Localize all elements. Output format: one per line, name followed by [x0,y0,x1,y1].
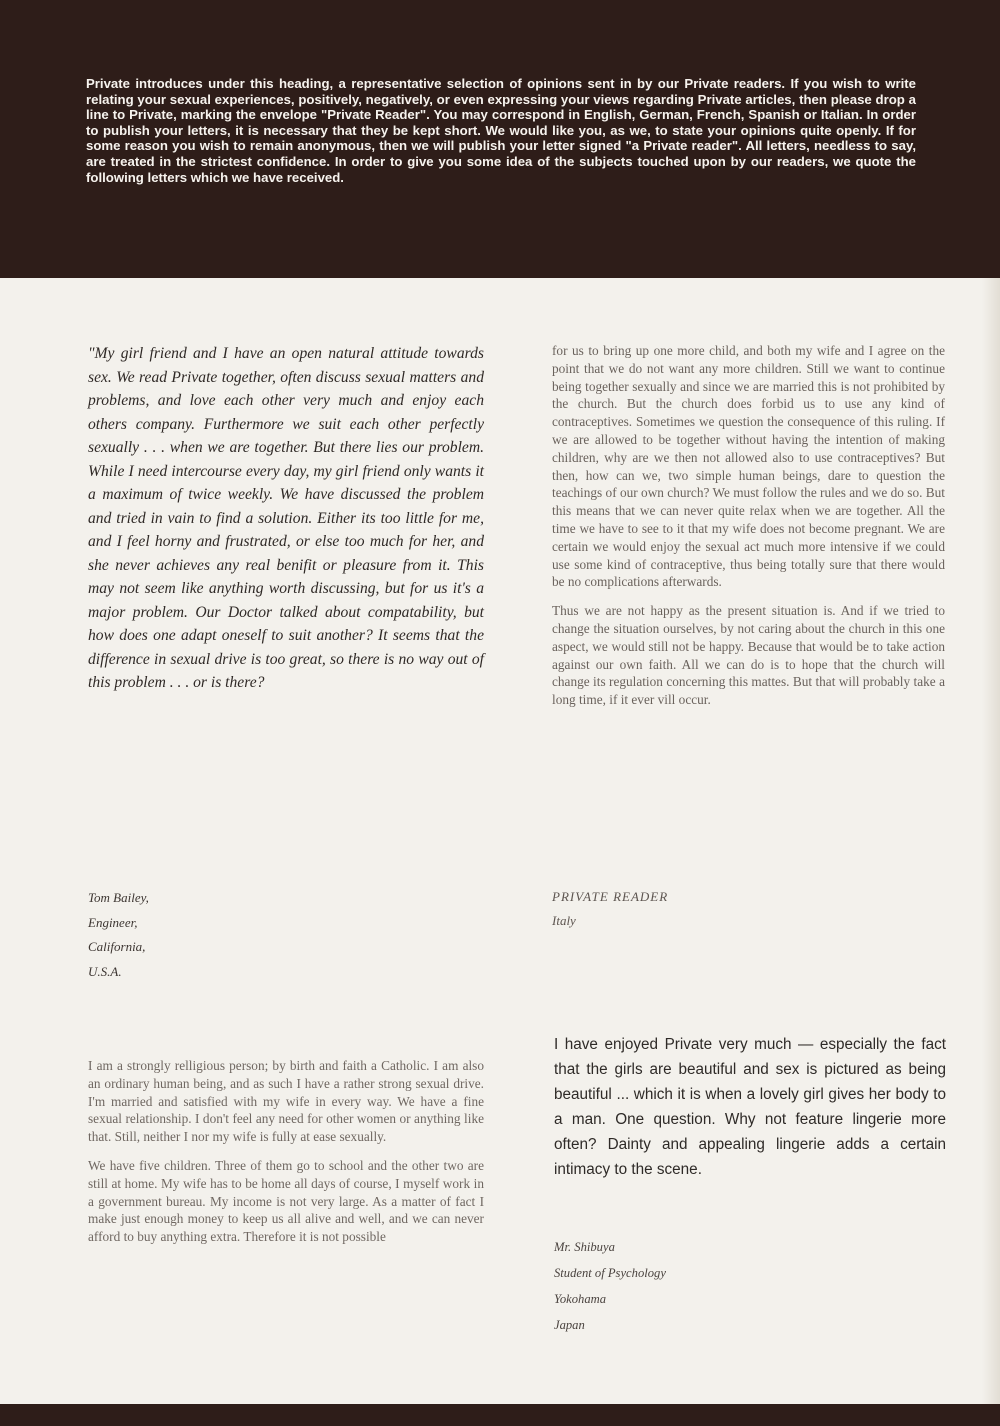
signature-line: Tom Bailey, [88,890,149,905]
letter-paragraph: We have five children. Three of them go to school and the other two are still at home. My wife has to be home all days of course, I myself work in a government bureau. My income is not very large. As a matter of fact I make just enough money to keep us all alive and well, and we can never afford to buy anything extra. Therefore it is not possible [88,1157,484,1245]
signature-private-reader [552,885,802,933]
signature-line: Italy [552,913,576,928]
letter-paragraph: I am a strongly relligious person; by birth and faith a Catholic. I am also an ordinary human being, and as such I have a rather strong sexual drive. I'm married and satisfied with my wife in every way. We have a fine sexual relationship. I don't feel any need for other women or anything like that. Still, neither I nor my wife is fully at ease sexually. [88,1058,484,1145]
letter-catholic-reader [88,1057,484,1246]
letter-paragraph: Thus we are not happy as the present situation is. And if we tried to change the situation ourselves, by not caring about the church in this one aspect, we would still not be happy. Because that would be to take action against our own faith. All we can do is to hope that the church will change its regulation concerning this mattes. But that will probably take a long time, if it ever vill occur. [552,603,945,708]
signature-line: Yokohama [554,1292,607,1306]
signature-line: Mr. Shibuya [554,1240,615,1254]
signature-mr-shibuya [554,1234,804,1338]
signature-line: Student of Psychology [554,1266,666,1280]
signature-line: PRIVATE READER [552,889,669,904]
intro-banner [0,0,1000,278]
letter-mr-shibuya [554,1032,946,1182]
signature-line: U.S.A. [88,963,122,979]
page-edge-shadow [982,278,1000,1404]
signature-line: Engineer, [88,914,138,930]
letter-tom-bailey [88,342,484,695]
letter-paragraph: "My girl friend and I have an open natural attitude towards sex. We read Private together, often discuss sexual matters and problems, and love each other very much and enjoy each others company. Furthermore we suit each other perfectly sexually . . . when we are together. But there lies our problem. While I need intercourse every day, my girl friend only wants it a maximum of twice weekly. We have discussed the problem and tried in vain to find a solution. Either its too little for me, and I feel horny and frustrated, or else too much for her, and she never achieves any real benifit or pleasure from it. This may not seem like anything worth discussing, but for us it's a major problem. Our Doctor talked about compatability, but how does one adapt oneself to suit another? It seems that the difference in sexual drive is too great, so there is no way out of this problem . . . or is there? [88,345,484,691]
signature-line: Japan [554,1318,585,1332]
intro-text: Private introduces under this heading, a representative selection of opinions sent in by our Private readers. If you wish to write relating your sexual experiences, positively, negatively, or even expressing your views regarding Private articles, then please drop a line to Private, marking the envelope "Private Reader". You may correspond in English, German, French, Spanish or Italian. In order to publish your letters, it is necessary that they be kept short. We would like you, as we, to state your opinions quite openly. If for some reason you wish to remain anonymous, then we will publish your letter signed "a Private reader". All letters, needless to say, are treated in the strictest confidence. In order to give you some idea of the subjects touched upon by our readers, we quote the following letters which we have received. [86,76,916,185]
letter-private-reader-italy [552,342,945,709]
letter-paragraph: for us to bring up one more child, and both my wife and I agree on the point that we do not want any more children. Still we want to continue being together sexually and since we are married this is not prohibited by the church. But the church does forbid us to use any kind of contraceptives. Sometimes we question the consequence of this ruling. If we are allowed to be together without having the intention of making children, why are we then not allowed also to use contraceptives? But then, how can we, two simple human beings, dare to question the teachings of our own church? We must follow the rules and we do so. But this means that we can never quite relax when we are together. All the time we have to see to it that my wife does not become pregnant. We are certain we would enjoy the sexual act much more intensive if we could use some kind of contraceptive, thus being totally sure that there would be no complications afterwards. [552,343,945,590]
letter-paragraph: I have enjoyed Private very much — especially the fact that the girls are beautiful and sex is pictured as being beautiful ... which it is when a lovely girl gives her body to a man. One question. Why not feature lingerie more often? Dainty and appealing lingerie adds a certain intimacy to the scene. [554,1036,946,1178]
bottom-banner [0,1404,1000,1426]
signature-tom-bailey [88,886,288,984]
signature-line: California, [88,939,146,954]
